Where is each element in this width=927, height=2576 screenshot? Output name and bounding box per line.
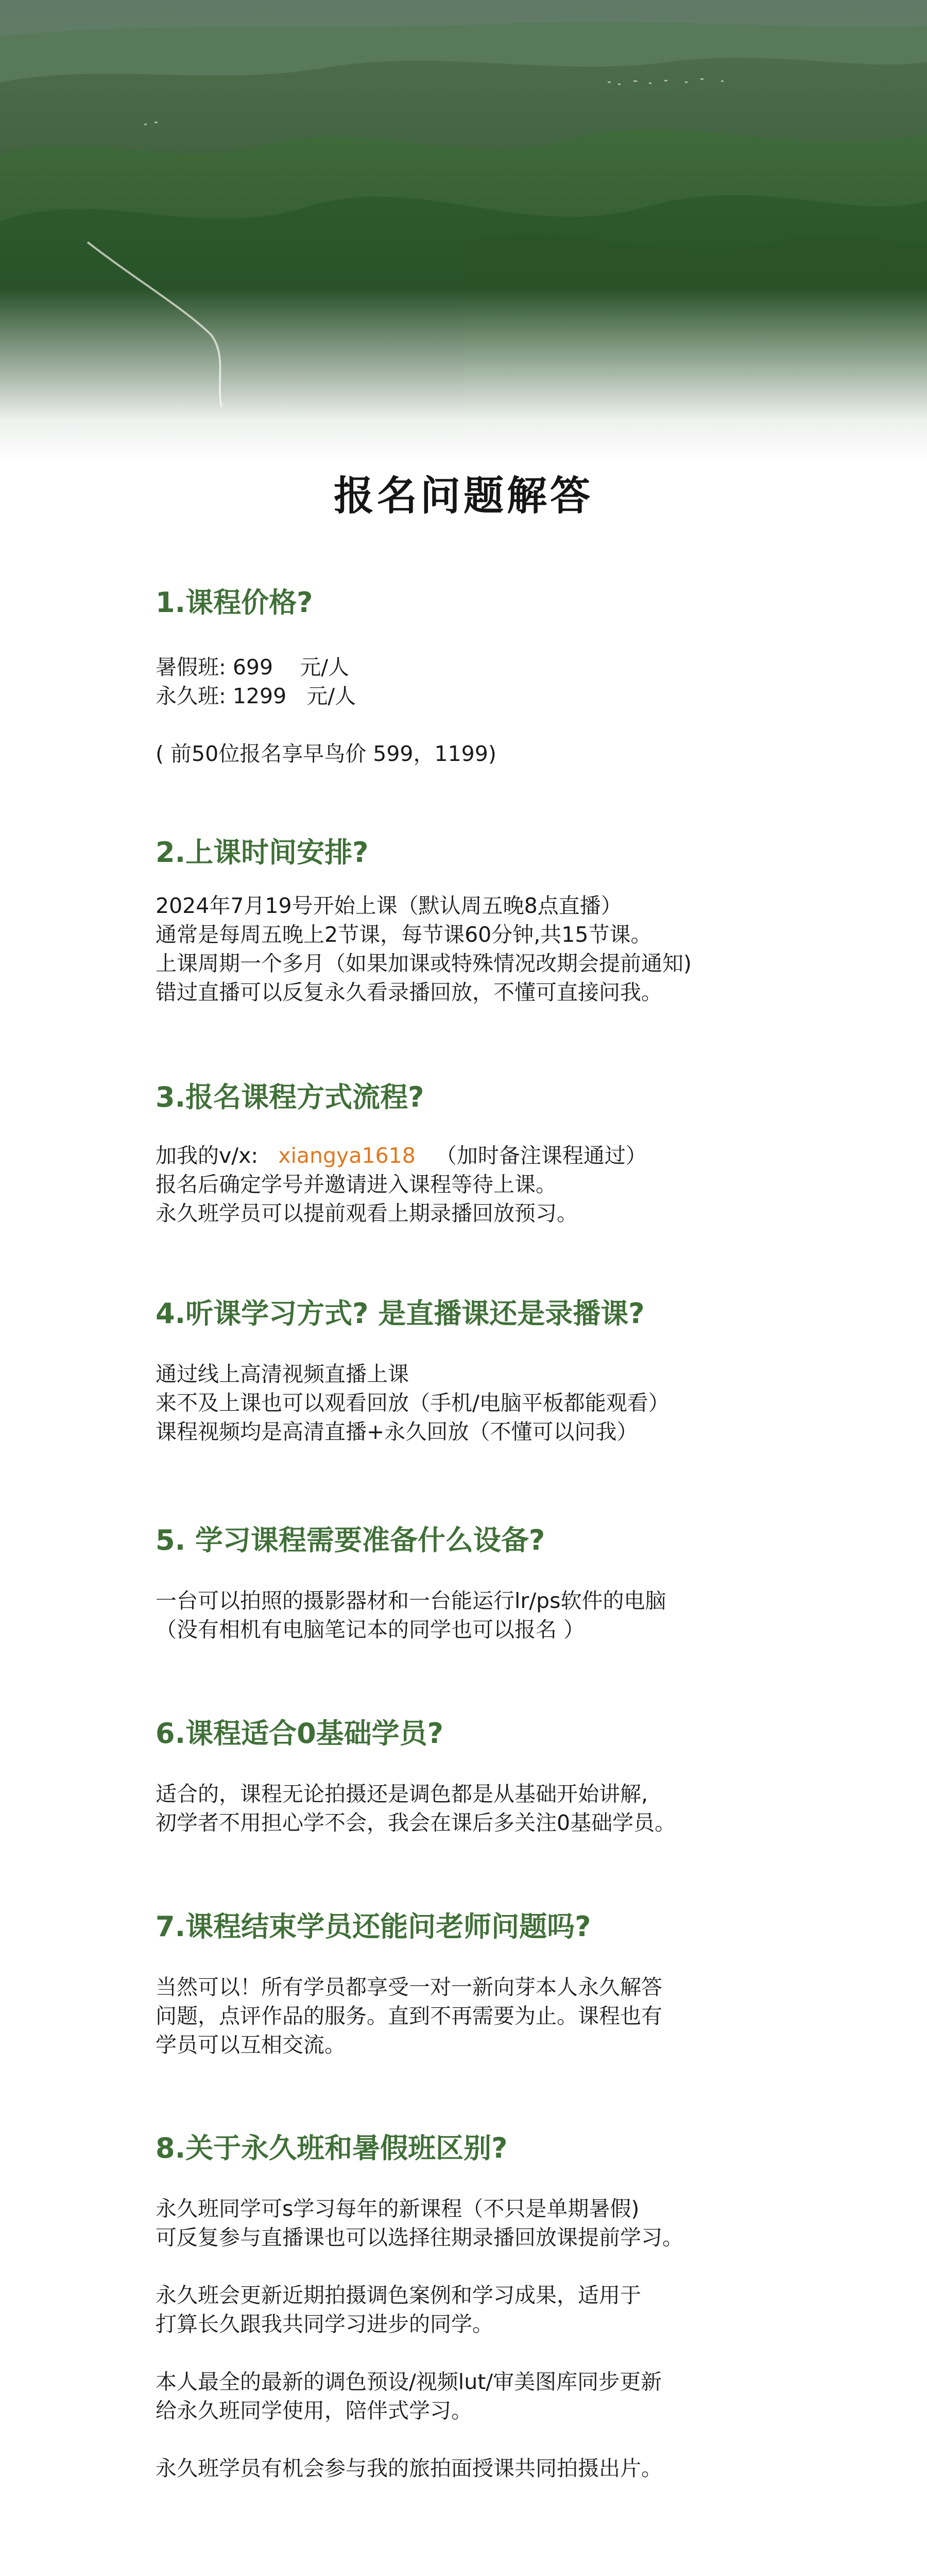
answer-line: 学员可以互相交流。: [156, 2032, 346, 2057]
answer-line: 报名后确定学号并邀请进入课程等待上课。: [156, 1172, 557, 1197]
section-after-course: [156, 1909, 825, 2059]
section-class-difference: [156, 2130, 825, 2483]
answer-line: 通常是每周五晚上2节课，每节课60分钟,共15节课。: [156, 922, 652, 947]
answer-line: 一台可以拍照的摄影器材和一台能运行lr/ps软件的电脑: [156, 1588, 666, 1613]
answer-line: 永久班学员有机会参与我的旅拍面授课共同拍摄出片。: [156, 2456, 662, 2481]
page-title: 报名问题解答: [333, 473, 593, 519]
answer-line: 暑假班: 699 元/人: [156, 655, 350, 680]
question-heading: 2.上课时间安排?: [156, 836, 369, 869]
answer-line: ( 前50位报名享早鸟价 599，1199): [156, 741, 496, 766]
section-learning-method: [156, 1296, 825, 1446]
question-heading: 8.关于永久班和暑假班区别?: [156, 2132, 508, 2164]
section-schedule: [156, 835, 825, 1007]
answer-line: 给永久班同学使用，陪伴式学习。: [156, 2398, 472, 2423]
answer-line: 本人最全的最新的调色预设/视频lut/审美图库同步更新: [156, 2369, 662, 2394]
answer-line: 课程视频均是高清直播+永久回放（不懂可以问我）: [156, 1419, 638, 1444]
hero-landscape-image: [0, 0, 927, 464]
section-course-price: [156, 585, 825, 768]
answer-line: 通过线上高清视频直播上课: [156, 1362, 409, 1386]
wechat-suffix: （加时备注课程通过）: [415, 1143, 647, 1168]
section-beginners: [156, 1716, 825, 1837]
question-heading: 5. 学习课程需要准备什么设备?: [156, 1524, 545, 1556]
answer-line: 来不及上课也可以观看回放（手机/电脑平板都能观看）: [156, 1391, 670, 1415]
answer-line: 永久班: 1299 元/人: [156, 684, 356, 708]
answer-line: 2024年7月19号开始上课（默认周五晚8点直播）: [156, 893, 622, 918]
answer-line: 适合的，课程无论拍摄还是调色都是从基础开始讲解,: [156, 1782, 648, 1806]
answer-line: 永久班同学可s学习每年的新课程（不只是单期暑假): [156, 2196, 640, 2221]
question-heading: 3.报名课程方式流程?: [156, 1081, 424, 1113]
answer-line: 可反复参与直播课也可以选择往期录播回放课提前学习。: [156, 2225, 683, 2250]
answer-line: （没有相机有电脑笔记本的同学也可以报名 ）: [156, 1617, 585, 1642]
answer-line: 上课周期一个多月（如果加课或特殊情况改期会提前通知): [156, 951, 692, 976]
answer-line: 永久班会更新近期拍摄调色案例和学习成果，适用于: [156, 2283, 641, 2308]
answer-line: 打算长久跟我共同学习进步的同学。: [156, 2312, 493, 2336]
wechat-prefix: 加我的v/x:: [156, 1143, 279, 1168]
question-heading: 7.课程结束学员还能问老师问题吗?: [156, 1910, 591, 1943]
answer-line: 问题，点评作品的服务。直到不再需要为止。课程也有: [156, 2004, 662, 2028]
question-heading: 1.课程价格?: [156, 586, 313, 619]
answer-line: 初学者不用担心学不会，我会在课后多关注0基础学员。: [156, 1810, 676, 1835]
answer-line: 当然可以！所有学员都享受一对一新向芽本人永久解答: [156, 1975, 662, 1999]
wechat-contact-line: [156, 1141, 825, 1170]
answer-line: 错过直播可以反复永久看录播回放，不懂可直接问我。: [156, 980, 662, 1005]
wechat-id[interactable]: xiangya1618: [278, 1143, 416, 1168]
answer-line: 永久班学员可以提前观看上期录播回放预习。: [156, 1201, 578, 1226]
section-enrollment-process: [156, 1079, 825, 1228]
question-heading: 4.听课学习方式? 是直播课还是录播课?: [156, 1297, 645, 1330]
section-equipment: [156, 1522, 825, 1644]
question-heading: 6.课程适合0基础学员?: [156, 1717, 443, 1750]
